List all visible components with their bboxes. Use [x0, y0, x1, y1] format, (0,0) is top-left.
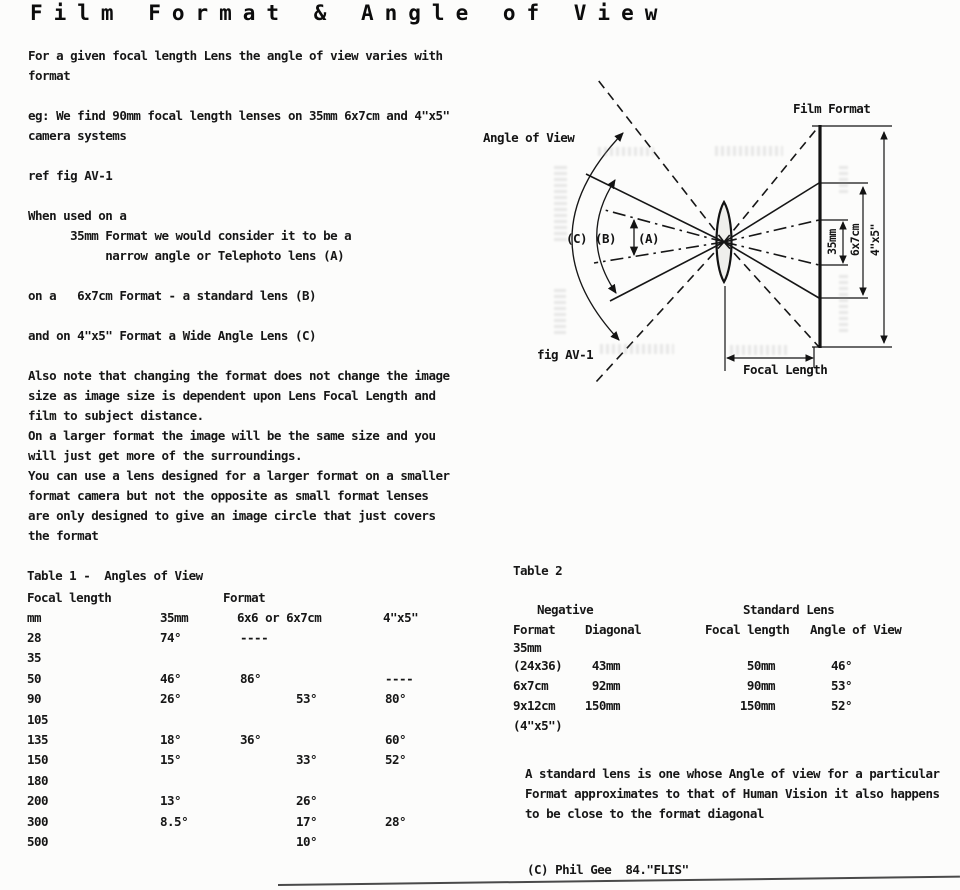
- table1-cell-c35: 8.5°: [160, 813, 189, 829]
- angle-of-view-label: Angle of View: [483, 130, 575, 145]
- table2-cell-format2: (24x36): [513, 658, 563, 673]
- table2-title: Table 2: [513, 563, 563, 578]
- table1-cell-focal: 105: [27, 711, 49, 727]
- table1-row: [27, 630, 472, 646]
- table2-group-negative: Negative: [537, 602, 594, 617]
- watermark-artifact: [730, 345, 788, 355]
- table1-row: [27, 732, 472, 748]
- table1-subheader-6x6-6x7: 6x6 or 6x7cm: [237, 610, 322, 625]
- table1-subheader-mm: mm: [27, 610, 42, 625]
- angle-c-label: (C): [566, 231, 588, 246]
- table1-cell-c35: 74°: [160, 630, 182, 645]
- table1-cell-focal: 135: [27, 732, 49, 747]
- table1-cell-c45: 60°: [385, 732, 407, 747]
- table1-cell-focal: 500: [27, 834, 49, 849]
- table2-cell-diagonal: 92mm: [591, 678, 620, 693]
- fig-number-label: fig AV-1: [537, 347, 594, 362]
- intro-line: size as image size is dependent upon Lens Focal Length and: [28, 388, 436, 403]
- ray-wide-lower-left: [596, 242, 724, 382]
- figure-av1: [480, 80, 960, 400]
- table1-row: [27, 814, 472, 830]
- dim-label-4x5: 4"x5": [868, 223, 882, 257]
- table1-cell-c67: 10°: [296, 834, 318, 849]
- table1-cell-c45: ----: [385, 670, 414, 686]
- intro-line: are only designed to give an image circle that just covers: [28, 508, 436, 523]
- table2-colheader-format: Format: [513, 622, 556, 637]
- table1-cell-c66: ----: [240, 630, 269, 645]
- table1-row: [27, 752, 472, 768]
- table1-row: [27, 691, 472, 707]
- intro-line: on a 6x7cm Format - a standard lens (B): [28, 288, 317, 303]
- table1-cell-c45: 80°: [385, 691, 407, 707]
- table1-cell-c35: 18°: [160, 732, 182, 747]
- watermark-artifact: [715, 146, 783, 156]
- table1-cell-focal: 200: [27, 793, 49, 809]
- copyright-credit: (C) Phil Gee 84."FLIS": [527, 862, 689, 877]
- intro-line: format camera but not the opposite as small format lenses: [28, 488, 429, 503]
- intro-line: On a larger format the image will be the same size and you: [28, 428, 436, 443]
- watermark-artifact: [600, 344, 674, 354]
- intro-line: film to subject distance.: [28, 408, 204, 423]
- table2-cell-format: 6x7cm: [513, 678, 549, 693]
- ray-6x7-top: [724, 183, 819, 242]
- table2-cell-angle: 53°: [831, 678, 853, 693]
- table1-cell-c66: 86°: [240, 670, 262, 686]
- intro-line: will just get more of the surroundings.: [28, 448, 302, 463]
- intro-line: [28, 86, 450, 106]
- table1-header-format: Format: [223, 590, 266, 605]
- ray-4x5-top: [724, 126, 819, 242]
- intro-line: Also note that changing the format does not change the image: [28, 368, 450, 383]
- intro-line: [28, 346, 450, 366]
- table1-row: [27, 650, 472, 666]
- table1-cell-focal: 35: [27, 650, 42, 666]
- ray-wide-upper-left: [598, 80, 724, 242]
- table2-cell-format: 9x12cm: [513, 698, 556, 713]
- table1: [27, 566, 472, 856]
- intro-line: ref fig AV-1: [28, 168, 113, 183]
- table1-cell-c35: 13°: [160, 793, 182, 809]
- table2-colheader-angle: Angle of View: [810, 622, 902, 637]
- note-line: Format approximates to that of Human Vision it also happens: [525, 786, 940, 801]
- table1-cell-focal: 90: [27, 691, 42, 707]
- table2: [513, 563, 943, 748]
- table2-cell-focal: 150mm: [739, 698, 775, 713]
- focal-length-label: Focal Length: [743, 362, 828, 377]
- table1-cell-c35: 26°: [160, 691, 182, 707]
- table1-row: [27, 793, 472, 809]
- watermark-artifact: [598, 147, 654, 156]
- dim-label-35mm: 35mm: [825, 229, 839, 255]
- intro-line: 35mm Format we would consider it to be a: [28, 228, 352, 243]
- watermark-artifact: [554, 288, 566, 334]
- standard-lens-note: [525, 764, 940, 824]
- table2-cell-angle: 46°: [831, 658, 853, 673]
- table1-header-focal: Focal length: [27, 590, 112, 605]
- intro-text: [28, 46, 450, 546]
- intro-line: [28, 186, 450, 206]
- watermark-artifact: [554, 165, 567, 241]
- table1-cell-focal: 180: [27, 772, 49, 788]
- intro-line: [28, 306, 450, 326]
- intro-line: eg: We find 90mm focal length lenses on 35mm 6x7cm and 4"x5": [28, 108, 450, 123]
- table1-cell-c67: 53°: [296, 691, 318, 707]
- table1-cell-focal: 300: [27, 813, 49, 829]
- table1-cell-c35: 15°: [160, 752, 182, 768]
- angle-a-label: (A): [638, 231, 660, 246]
- dim-label-6x7cm: 6x7cm: [848, 223, 862, 257]
- table1-cell-c35: 46°: [160, 670, 182, 686]
- intro-line: [28, 266, 450, 286]
- table2-cell-angle: 52°: [831, 698, 853, 713]
- table2-cell-diagonal: 150mm: [584, 698, 620, 713]
- table2-cell-diagonal: 43mm: [591, 658, 620, 673]
- table1-cell-c67: 17°: [296, 813, 318, 829]
- table2-group-standard-lens: Standard Lens: [743, 602, 835, 617]
- table1-cell-c66: 36°: [240, 732, 262, 747]
- intro-line: and on 4"x5" Format a Wide Angle Lens (C): [28, 328, 317, 343]
- table1-subheader-35mm: 35mm: [160, 610, 189, 625]
- table1-row: [27, 712, 472, 728]
- scan-page-edge: [278, 876, 960, 886]
- ray-narrow-upper-left: [601, 209, 724, 242]
- table2-cell-focal: 50mm: [746, 658, 775, 673]
- table2-colheader-diagonal: Diagonal: [585, 622, 642, 637]
- intro-line: format: [28, 68, 71, 83]
- table1-cell-c67: 26°: [296, 793, 318, 809]
- watermark-artifact: [839, 272, 848, 332]
- table2-cell-format2: (4"x5"): [513, 718, 563, 733]
- intro-line: For a given focal length Lens the angle of view varies with: [28, 48, 443, 63]
- table1-row: [27, 671, 472, 687]
- table1-cell-focal: 50: [27, 670, 42, 686]
- table1-subheader-4x5: 4"x5": [383, 610, 419, 625]
- table1-cell-c45: 52°: [385, 752, 407, 768]
- table2-colheader-focal: Focal length: [705, 622, 790, 637]
- ray-6x7-bottom: [724, 242, 819, 298]
- intro-line: You can use a lens designed for a larger format on a smaller: [28, 468, 450, 483]
- table1-cell-focal: 28: [27, 630, 42, 645]
- table1-title: Table 1 - Angles of View: [27, 568, 203, 583]
- table1-cell-focal: 150: [27, 752, 49, 768]
- table2-cell-format: 35mm: [513, 640, 542, 655]
- intro-line: the format: [28, 528, 99, 543]
- film-format-label: Film Format: [793, 101, 871, 116]
- ray-4x5-bottom: [724, 242, 819, 347]
- note-line: A standard lens is one whose Angle of view for a particular: [525, 766, 940, 781]
- angle-b-label: (B): [595, 231, 617, 246]
- note-line: to be close to the format diagonal: [525, 806, 764, 821]
- table1-row: [27, 773, 472, 789]
- table1-cell-c45: 28°: [385, 813, 407, 829]
- intro-line: When used on a: [28, 208, 127, 223]
- watermark-artifact: [839, 165, 848, 193]
- intro-line: camera systems: [28, 128, 127, 143]
- intro-line: narrow angle or Telephoto lens (A): [28, 248, 345, 263]
- ray-35mm-top: [724, 220, 819, 242]
- page-title: Film Format & Angle of View: [30, 1, 669, 25]
- ray-35mm-bottom: [724, 242, 819, 265]
- table1-cell-c67: 33°: [296, 752, 318, 768]
- intro-line: [28, 146, 450, 166]
- table1-row: [27, 834, 472, 850]
- table2-cell-focal: 90mm: [746, 678, 775, 693]
